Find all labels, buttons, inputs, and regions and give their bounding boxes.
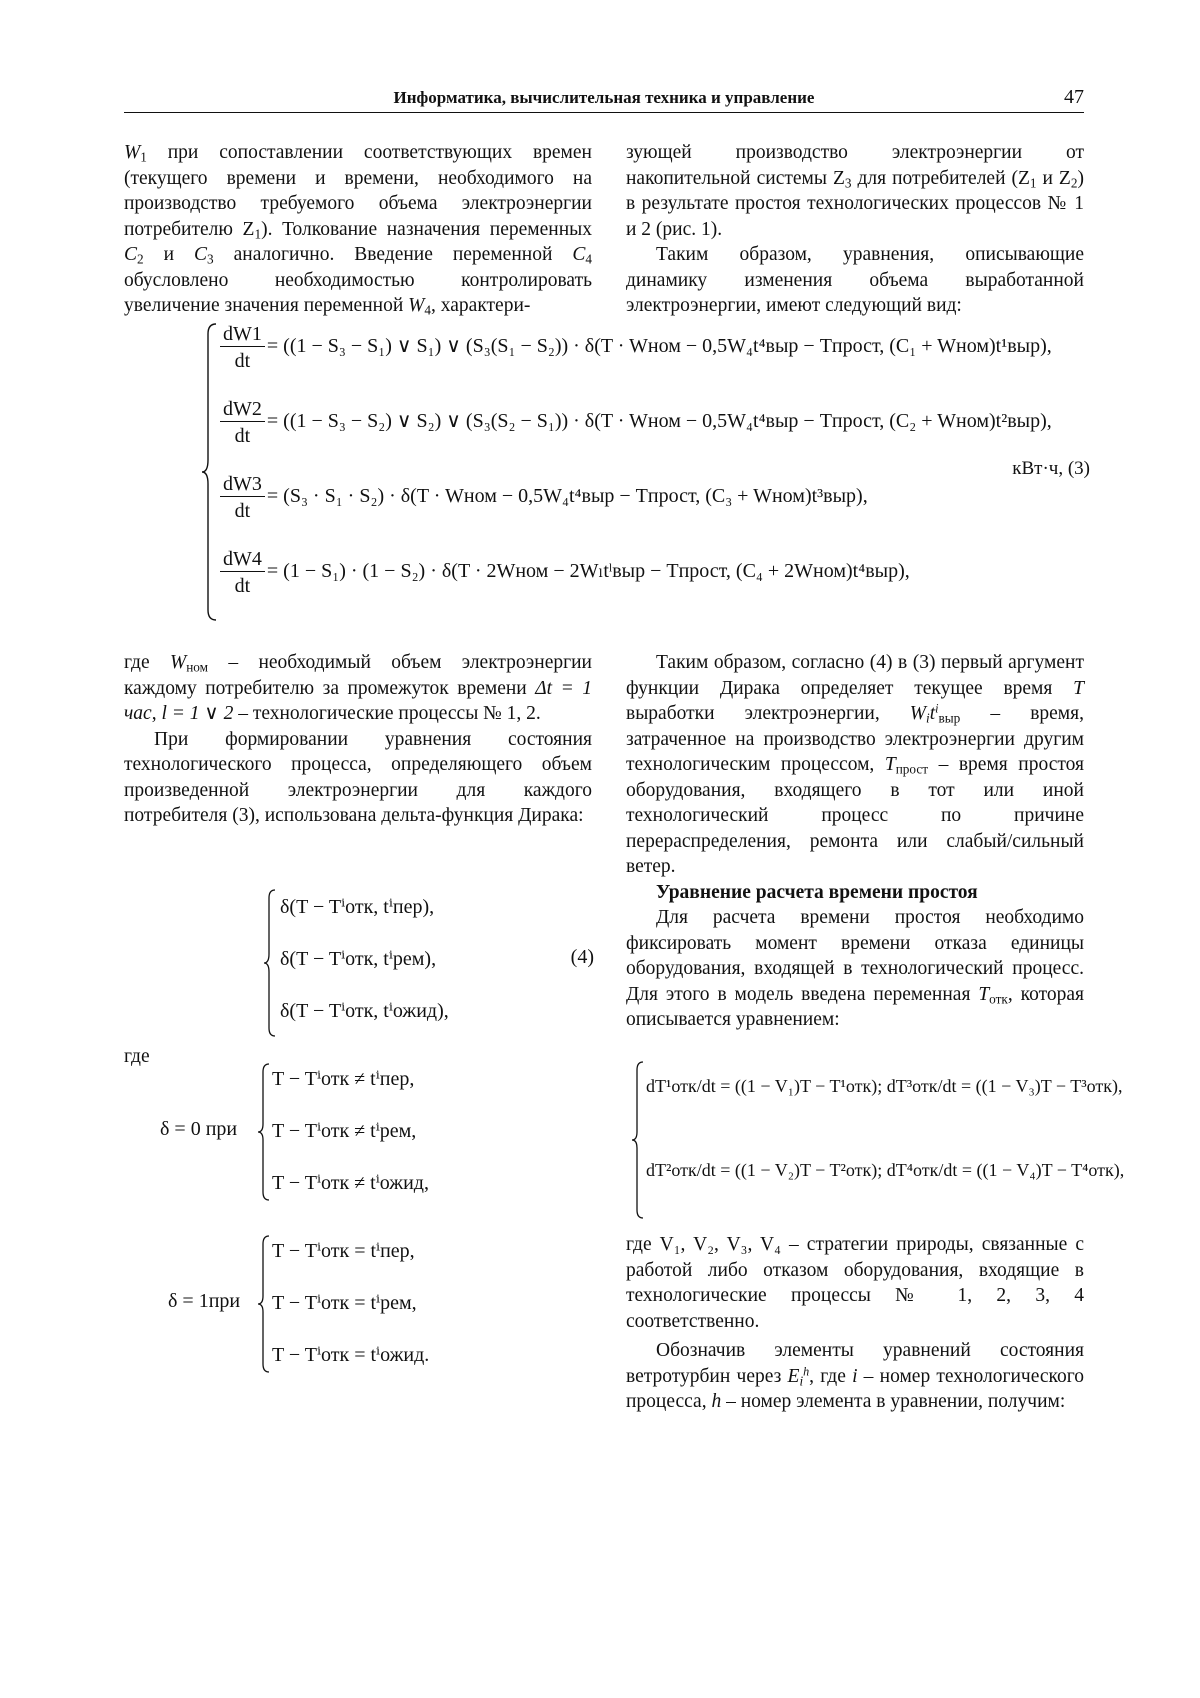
equation-rhs: = ((1 − S₃ − S₂) ∨ S₂) ∨ (S₃(S₂ − S₁)) · δ(T · Wном − 0,5W₄t⁴выр − Tпрост, (C₂ + Wном)t²выр), — [267, 410, 1052, 432]
sup: h — [803, 1364, 809, 1378]
sub: 2 — [137, 252, 144, 267]
text: Таким образом, согласно (4) в (3) первый аргумент функции Дирака определяет текущее время — [626, 652, 1084, 699]
numerator: dW2 — [220, 397, 265, 422]
numerator: dW1 — [220, 322, 265, 347]
text: Таким образом, уравнения, описывающие динамику изменения объема выработанной электроэнергии, имеют следующий вид: — [626, 242, 1084, 319]
var-i: i — [852, 1366, 857, 1387]
var-t: t — [930, 703, 935, 724]
equation-number-3: кВт·ч, (3) — [1012, 458, 1090, 480]
text: Обозначив элементы уравнений состояния ветротурбин через — [626, 1340, 1084, 1387]
page-number: 47 — [1064, 86, 1084, 109]
text: для потребителей (Z — [851, 168, 1029, 189]
var-t: T — [1073, 678, 1084, 699]
text: , которая описывается уравнением: — [626, 984, 1084, 1031]
equation-system-3 — [200, 322, 1090, 622]
sub: прост — [896, 762, 928, 777]
sub: i — [926, 711, 930, 726]
text: , где — [809, 1366, 852, 1387]
left-brace — [256, 1062, 272, 1202]
numerator: dW4 — [220, 547, 265, 572]
equation-row: δ(T − Tⁱотк, tⁱпер), — [280, 894, 434, 919]
text: зующей производство электроэнергии от накопительной системы Z — [626, 142, 1084, 189]
delta-zero-condition — [160, 1062, 520, 1202]
text: где V₁, V₂, V₃, V₄ – стратегии природы, связанные с работой либо отказом оборудования, входящие в технологические процессы № 1, 2, 3, 4 соответственно. — [626, 1232, 1084, 1334]
condition-row: T − Tⁱотк ≠ tⁱпер, — [272, 1066, 414, 1091]
equation-row-2 — [218, 397, 1052, 448]
text: при сопоставлении соответствующих времен (текущего времени и времени, необходимого на производство требуемого объема электроэнергии потребителю Z — [124, 142, 592, 240]
numerator: dW3 — [220, 472, 265, 497]
section-heading: Уравнение расчета времени простоя — [626, 880, 1084, 906]
left-column-top-paragraph — [124, 140, 592, 319]
text: – время, затраченное на производство электроэнергии другим технологическим процессом, — [626, 703, 1084, 775]
equation-rhs: = (S₃ · S₁ · S₂) · δ(T · Wном − 0,5W₄t⁴выр − Tпрост, (C₃ + Wном)t³выр), — [267, 485, 868, 507]
sub: 2 — [1071, 175, 1078, 190]
equation-rhs: = (1 − S₁) · (1 − S₂) · δ(T · 2Wном − 2Wₗtˡвыр − Tпрост, (C₄ + 2Wном)t⁴выр), — [267, 560, 910, 582]
text: обусловлено необходимостью контролировать увеличение значения переменной — [124, 270, 592, 317]
math: Δt = 1 час — [124, 678, 592, 725]
sub: 3 — [845, 175, 852, 190]
sup: i — [935, 701, 938, 715]
var-w: W — [408, 295, 424, 316]
sub: 1 — [254, 226, 261, 241]
right-column-top-paragraph — [626, 140, 1084, 319]
text: – номер технологического процесса, — [626, 1366, 1084, 1413]
denominator: dt — [220, 422, 265, 448]
sub: 4 — [585, 252, 592, 267]
condition-row: T − Tⁱотк ≠ tⁱожид, — [272, 1170, 429, 1195]
fraction — [220, 472, 265, 523]
left-brace — [630, 1060, 646, 1220]
var-c: C — [124, 244, 137, 265]
sub: выр — [939, 711, 961, 726]
text: и Z — [1037, 168, 1071, 189]
equation-system-5 — [630, 1060, 1090, 1220]
text: аналогично. Введение переменной — [214, 244, 573, 265]
var-e: E — [788, 1366, 800, 1387]
equation-number-4: (4) — [571, 946, 594, 969]
text: выработки электроэнергии, — [626, 703, 910, 724]
var-c: C — [194, 244, 207, 265]
var-t: T — [978, 984, 989, 1005]
condition-row: T − Tⁱотк = tⁱожид. — [272, 1342, 429, 1367]
sub: отк — [989, 991, 1008, 1006]
var-w: W — [910, 703, 926, 724]
left-brace — [262, 888, 278, 1038]
sub: i — [799, 1373, 803, 1388]
condition-row: T − Tⁱотк = tⁱпер, — [272, 1238, 415, 1263]
delta-one-condition — [160, 1234, 520, 1374]
running-header — [124, 84, 1084, 113]
where-label: где — [124, 1044, 150, 1070]
var-h: h — [711, 1391, 721, 1412]
fraction — [220, 322, 265, 373]
sub: 3 — [207, 252, 214, 267]
denominator: dt — [220, 572, 265, 598]
equation-row-4 — [218, 547, 910, 598]
sub: ном — [186, 660, 208, 675]
text: – время простоя оборудования, входящего в тот или иной технологический процесс по причине перераспределения, ремонта или слабый/сильный ветер. — [626, 754, 1084, 877]
left-brace — [200, 322, 220, 622]
text: – необходимый объем электроэнергии каждому потребителю за промежуток времени — [124, 652, 592, 699]
var-t: T — [885, 754, 896, 775]
equation-row: δ(T − Tⁱотк, tⁱрем), — [280, 946, 436, 971]
sub: 1 — [1030, 175, 1037, 190]
fraction — [220, 547, 265, 598]
equation-rhs: = ((1 − S₃ − S₁) ∨ S₁) ∨ (S₃(S₁ − S₂)) · δ(T · Wном − 0,5W₄t⁴выр − Tпрост, (C₁ + Wном)t¹выр), — [267, 335, 1052, 357]
equation-row: δ(T − Tⁱотк, tⁱожид), — [280, 998, 449, 1023]
var-w: W — [170, 652, 186, 673]
text: и — [144, 244, 194, 265]
delta-one-label: δ = 1при — [168, 1290, 240, 1313]
text: ) в результате простоя технологических процессов № 1 и 2 (рис. 1). — [626, 168, 1084, 240]
text: Для расчета времени простоя необходимо фиксировать момент времени отказа единицы оборудования, входящей в технологический процесс. Для этого в модель введена переменная — [626, 907, 1084, 1005]
right-column-final-text — [626, 1232, 1084, 1415]
text: – технологические процессы № 1, 2. — [233, 703, 540, 724]
text: , — [152, 703, 162, 724]
equation-4 — [262, 888, 594, 1038]
fraction — [220, 397, 265, 448]
text: При формировании уравнения состояния технологического процесса, определяющего объем произведенной электроэнергии для каждого потребителя (3), использована дельта-функция Дирака: — [124, 727, 592, 829]
right-column-bottom-text — [626, 650, 1084, 1033]
equation-row: dT²отк/dt = ((1 − V₂)T − T²отк); dT⁴отк/dt = ((1 − V₄)T − T⁴отк), — [646, 1160, 1124, 1181]
condition-row: T − Tⁱотк ≠ tⁱрем, — [272, 1118, 416, 1143]
text: , характери- — [431, 295, 530, 316]
text: где — [124, 652, 170, 673]
var-w: W — [124, 142, 140, 163]
left-brace — [256, 1234, 272, 1374]
equation-row-1 — [218, 322, 1052, 373]
delta-zero-label: δ = 0 при — [160, 1118, 237, 1141]
journal-section-title: Информатика, вычислительная техника и управление — [124, 88, 1084, 108]
math: l = 1 ∨ 2 — [161, 703, 233, 724]
text: – номер элемента в уравнении, получим: — [721, 1391, 1065, 1412]
sub: 1 — [140, 150, 147, 165]
equation-row: dT¹отк/dt = ((1 − V₁)T − T¹отк); dT³отк/dt = ((1 − V₃)T − T³отк), — [646, 1076, 1123, 1097]
denominator: dt — [220, 497, 265, 523]
equation-row-3 — [218, 472, 868, 523]
left-column-bottom-text — [124, 650, 592, 829]
denominator: dt — [220, 347, 265, 373]
sub: 4 — [424, 303, 431, 318]
text: ). Толкование назначения переменных — [261, 219, 592, 240]
var-c: C — [572, 244, 585, 265]
condition-row: T − Tⁱотк = tⁱрем, — [272, 1290, 417, 1315]
